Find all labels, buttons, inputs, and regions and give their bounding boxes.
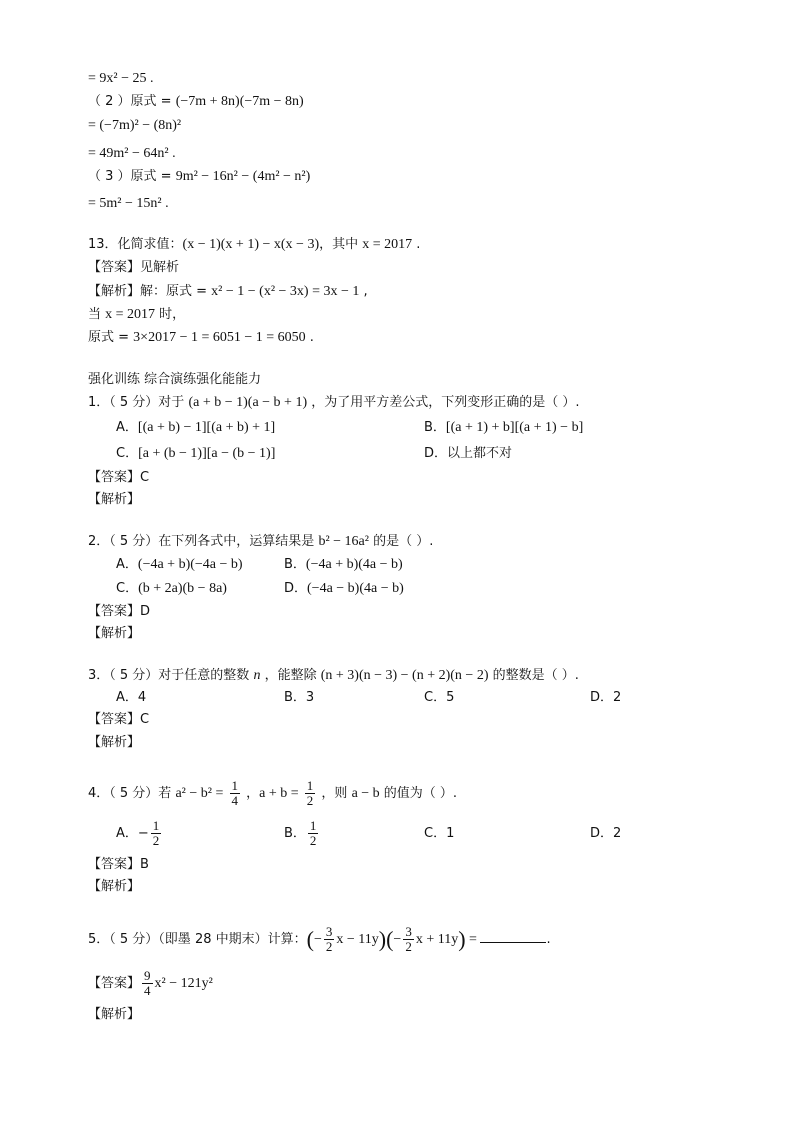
q1-analysis: 【解析】 [88,492,141,507]
q2-option-a[interactable]: A．(−4a + b)(−4a − b) [116,557,243,572]
q2-answer: 【答案】D [88,604,151,619]
q4-answer: 【答案】B [88,857,149,872]
q1-option-b[interactable]: B．[(a + 1) + b][(a + 1) − b] [424,420,584,435]
q5-answer-fraction: $\frac{9}{4}$ [144,968,151,998]
q5-fraction-2: $\frac{3}{2}$ [405,924,412,954]
q2-stem: 2．（ 5 分）在下列各式中，运算结果是 b² − 16a² 的是（ ）. [88,534,434,549]
q4-option-a-fraction: $\frac{1}{2}$ [152,818,160,848]
q5-fraction-1: $\frac{3}{2}$ [325,924,333,954]
prev-line-5: （ 3 ）原式 = 9m² − 16n² − (4m² − n²) [88,169,311,184]
q4-stem: 4．（ 5 分）若 a² − b² = $\frac{1}{4}$ ，a + b = $\frac{1}{2}$ ，则 a − b 的值为（ ）. [88,778,458,808]
q4-fraction-2: $\frac{1}{2}$ [306,778,314,808]
q3-option-c[interactable]: C．5 [424,690,455,705]
prev-line-2: （ 2 ）原式 = (−7m + 8n)(−7m − 8n) [88,94,304,109]
q4-option-c[interactable]: C．1 [424,826,455,841]
prev-line-4: = 49m² − 64n² . [88,146,176,161]
q13-final: 原式 = 3×2017 − 1 = 6051 − 1 = 6050 . [88,330,314,345]
prev-line-3: = (−7m)² − (8n)² [88,118,182,133]
q13-stem: 13．化简求值：(x − 1)(x + 1) − x(x − 3)，其中 x = 2017 . [88,237,421,252]
q4-option-b-fraction: $\frac{1}{2}$ [309,818,317,848]
q3-answer: 【答案】C [88,712,150,727]
q3-option-b[interactable]: B．3 [284,690,315,705]
q13-solution: 【解析】解：原式 = x² − 1 − (x² − 3x) = 3x − 1 , [88,284,368,299]
q13-when: 当 x = 2017 时， [88,307,186,322]
q5-analysis: 【解析】 [88,1007,141,1022]
q2-analysis: 【解析】 [88,626,141,641]
q4-analysis: 【解析】 [88,879,141,894]
q1-answer: 【答案】C [88,470,150,485]
section-title: 强化训练 综合演练强化能能力 [88,372,262,387]
q5-stem: 5．（ 5 分）（即墨 28 中期末）计算：(− $\frac{3}{2}$ x − 11y)(− $\frac{3}{2}$ x + 11y) = . [88,924,551,954]
q4-option-a[interactable]: A．− $\frac{1}{2}$ [116,818,160,848]
q1-stem: 1．（ 5 分）对于 (a + b − 1)(a − b + 1) ，为了用平方差公式，下列变形正确的是（ ）. [88,395,580,410]
prev-line-6: = 5m² − 15n² . [88,196,169,211]
q2-option-c[interactable]: C．(b + 2a)(b − 8a) [116,581,227,596]
q2-option-b[interactable]: B．(−4a + b)(4a − b) [284,557,403,572]
q3-stem: 3．（ 5 分）对于任意的整数 n ，能整除 (n + 3)(n − 3) − (n + 2)(n − 2) 的整数是（ ）. [88,668,579,683]
q5-answer: 【答案】 $\frac{9}{4}$ x² − 121y² [88,968,213,998]
q1-option-d[interactable]: D．以上都不对 [424,446,513,461]
q1-option-a[interactable]: A．[(a + b) − 1][(a + b) + 1] [116,420,276,435]
q1-option-c[interactable]: C．[a + (b − 1)][a − (b − 1)] [116,446,276,461]
q3-option-a[interactable]: A．4 [116,690,147,705]
q2-option-d[interactable]: D．(−4a − b)(4a − b) [284,581,404,596]
q4-option-d[interactable]: D．2 [590,826,622,841]
q3-analysis: 【解析】 [88,735,141,750]
q13-answer: 【答案】见解析 [88,260,180,275]
q4-option-b[interactable]: B． $\frac{1}{2}$ [284,818,317,848]
q3-option-d[interactable]: D．2 [590,690,622,705]
q5-answer-blank[interactable] [480,929,546,943]
prev-line-1: = 9x² − 25 . [88,71,154,86]
q4-fraction-1: $\frac{1}{4}$ [231,778,238,808]
